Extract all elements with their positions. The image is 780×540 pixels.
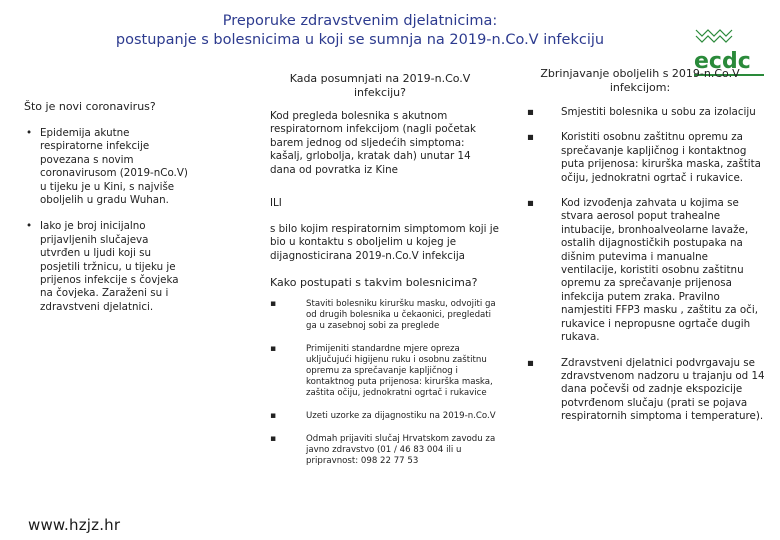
- page-title: [0, 12, 720, 50]
- bullet-icon: ▪: [270, 299, 277, 309]
- col2-bullet-text: Uzeti uzorke za dijagnostiku na 2019-n.Co.V: [306, 411, 496, 421]
- logo-wordmark: ecdc: [694, 49, 751, 74]
- bullet-icon: •: [26, 220, 33, 233]
- col2-bullet: [270, 411, 504, 422]
- col1-bullet-text: Iako je broj inicijalno prijavljenih slučajeva utvrđen u ljudi koji su posjetili tržnicu, u tijeku je prijenos infekcije s čovjeka na čovjeka. Zaraženi su i zdravstveni djelatnici.: [40, 220, 179, 313]
- col3-heading: Zbrinjavanje oboljelih s 2019-n.Co.V infekcijom:: [540, 67, 740, 94]
- bullet-icon: ▪: [270, 434, 277, 444]
- bullet-icon: ▪: [270, 411, 277, 421]
- col3-bullet-text: Kod izvođenja zahvata u kojima se stvara aerosol poput trahealne intubacije, bronhoalveolarne lavaže, ostalih dijagnostičkih postupaka na dišnim putevima i manualne ventilacije, koristiti osobnu zaštitnu opremu za sprečavanje prijenosa infekcija putem zraka. Pravilno namjestiti FFP3 masku , zaštitu za oči, rukavice i nepropusne ogrtače dugih rukava.: [561, 197, 758, 344]
- col2-subheading: Kako postupati s takvim bolesnicima?: [270, 276, 478, 289]
- col3-bullet-text: Koristiti osobnu zaštitnu opremu za sprečavanje kapljičnog i kontaktnog puta prijenosa: kirurška maska, zaštita očiju, jednokratni ogrtač i rukavice.: [561, 131, 761, 184]
- col3-bullet-text: Zdravstveni djelatnici podvrgavaju se zdravstvenom nadzoru u trajanju od 14 dana počevši od zadnje ekspozicije potvrđenom slučaju (prati se pojava respiratornih simptoma i temperature).: [561, 356, 765, 423]
- col2-bullet-text: Primijeniti standardne mjere opreza uključujući higijenu ruku i osobnu zaštitnu opremu za sprečavanje kapljičnog i kontaktnog puta prijenosa: kirurška maska, zaštita očiju, jednokratni ogrtač i rukavice: [306, 344, 493, 398]
- col1-bullets: [26, 127, 188, 314]
- bullet-icon: ▪: [527, 131, 534, 144]
- col2-bullet-text: Odmah prijaviti slučaj Hrvatskom zavodu za javno zdravstvo (01 / 46 83 004 ili u pripravnost: 098 22 77 53: [306, 434, 496, 466]
- bullet-icon: •: [26, 127, 33, 139]
- col3-bullets: [527, 106, 765, 424]
- col2-bullet: [270, 299, 504, 332]
- col1-bullet-text: Epidemija akutne respiratorne infekcije povezana s novim coronavirusom (2019-nCo.V) u tijeku je u Kini, s najviše oboljelih u gradu Wuhan.: [40, 127, 188, 207]
- col2-or: ILI: [270, 197, 282, 209]
- bullet-icon: ▪: [270, 344, 277, 354]
- bullet-icon: ▪: [527, 356, 534, 369]
- col1-heading: Što je novi coronavirus?: [24, 100, 156, 113]
- title-line-1: Preporuke zdravstvenim djelatnicima:: [222, 13, 498, 29]
- col3-bullet: [527, 131, 765, 185]
- title-line-2: postupanje s bolesnicima u koji se sumnja na 2019-n.Co.V infekciju: [115, 32, 605, 48]
- col2-bullet-text: Staviti bolesniku kiruršku masku, odvojiti ga od drugih bolesnika u čekaonici, pregledati ga u zasebnoj sobi za preglede: [306, 299, 496, 331]
- col2-heading: Kada posumnjati na 2019-n.Co.V infekciju?: [289, 72, 471, 99]
- col2-paragraph-2: s bilo kojim respiratornim simptomom koji je bio u kontaktu s oboljelim u kojeg je dijagnosticirana 2019-n.Co.V infekcija: [270, 223, 499, 262]
- bullet-icon: ▪: [527, 106, 534, 118]
- col2-paragraph-1: Kod pregleda bolesnika s akutnom respiratornom infekcijom (nagli početak barem jednog od sljedećih simptoma: kašalj, grlobolja, kratak dah) unutar 14 dana od povratka iz Kine: [270, 110, 476, 176]
- col2-bullets: [270, 299, 504, 467]
- col3-bullet: [527, 106, 765, 119]
- col2-bullet: [270, 344, 504, 399]
- bullet-icon: ▪: [527, 197, 534, 210]
- col3-bullet: [527, 357, 765, 424]
- col3-bullet: [527, 197, 765, 344]
- col1-bullet: [26, 127, 188, 207]
- col3-bullet-text: Smjestiti bolesnika u sobu za izolaciju: [561, 106, 756, 118]
- col2-bullet: [270, 434, 504, 467]
- col1-bullet: [26, 220, 188, 314]
- website-link[interactable]: www.hzjz.hr: [28, 516, 121, 534]
